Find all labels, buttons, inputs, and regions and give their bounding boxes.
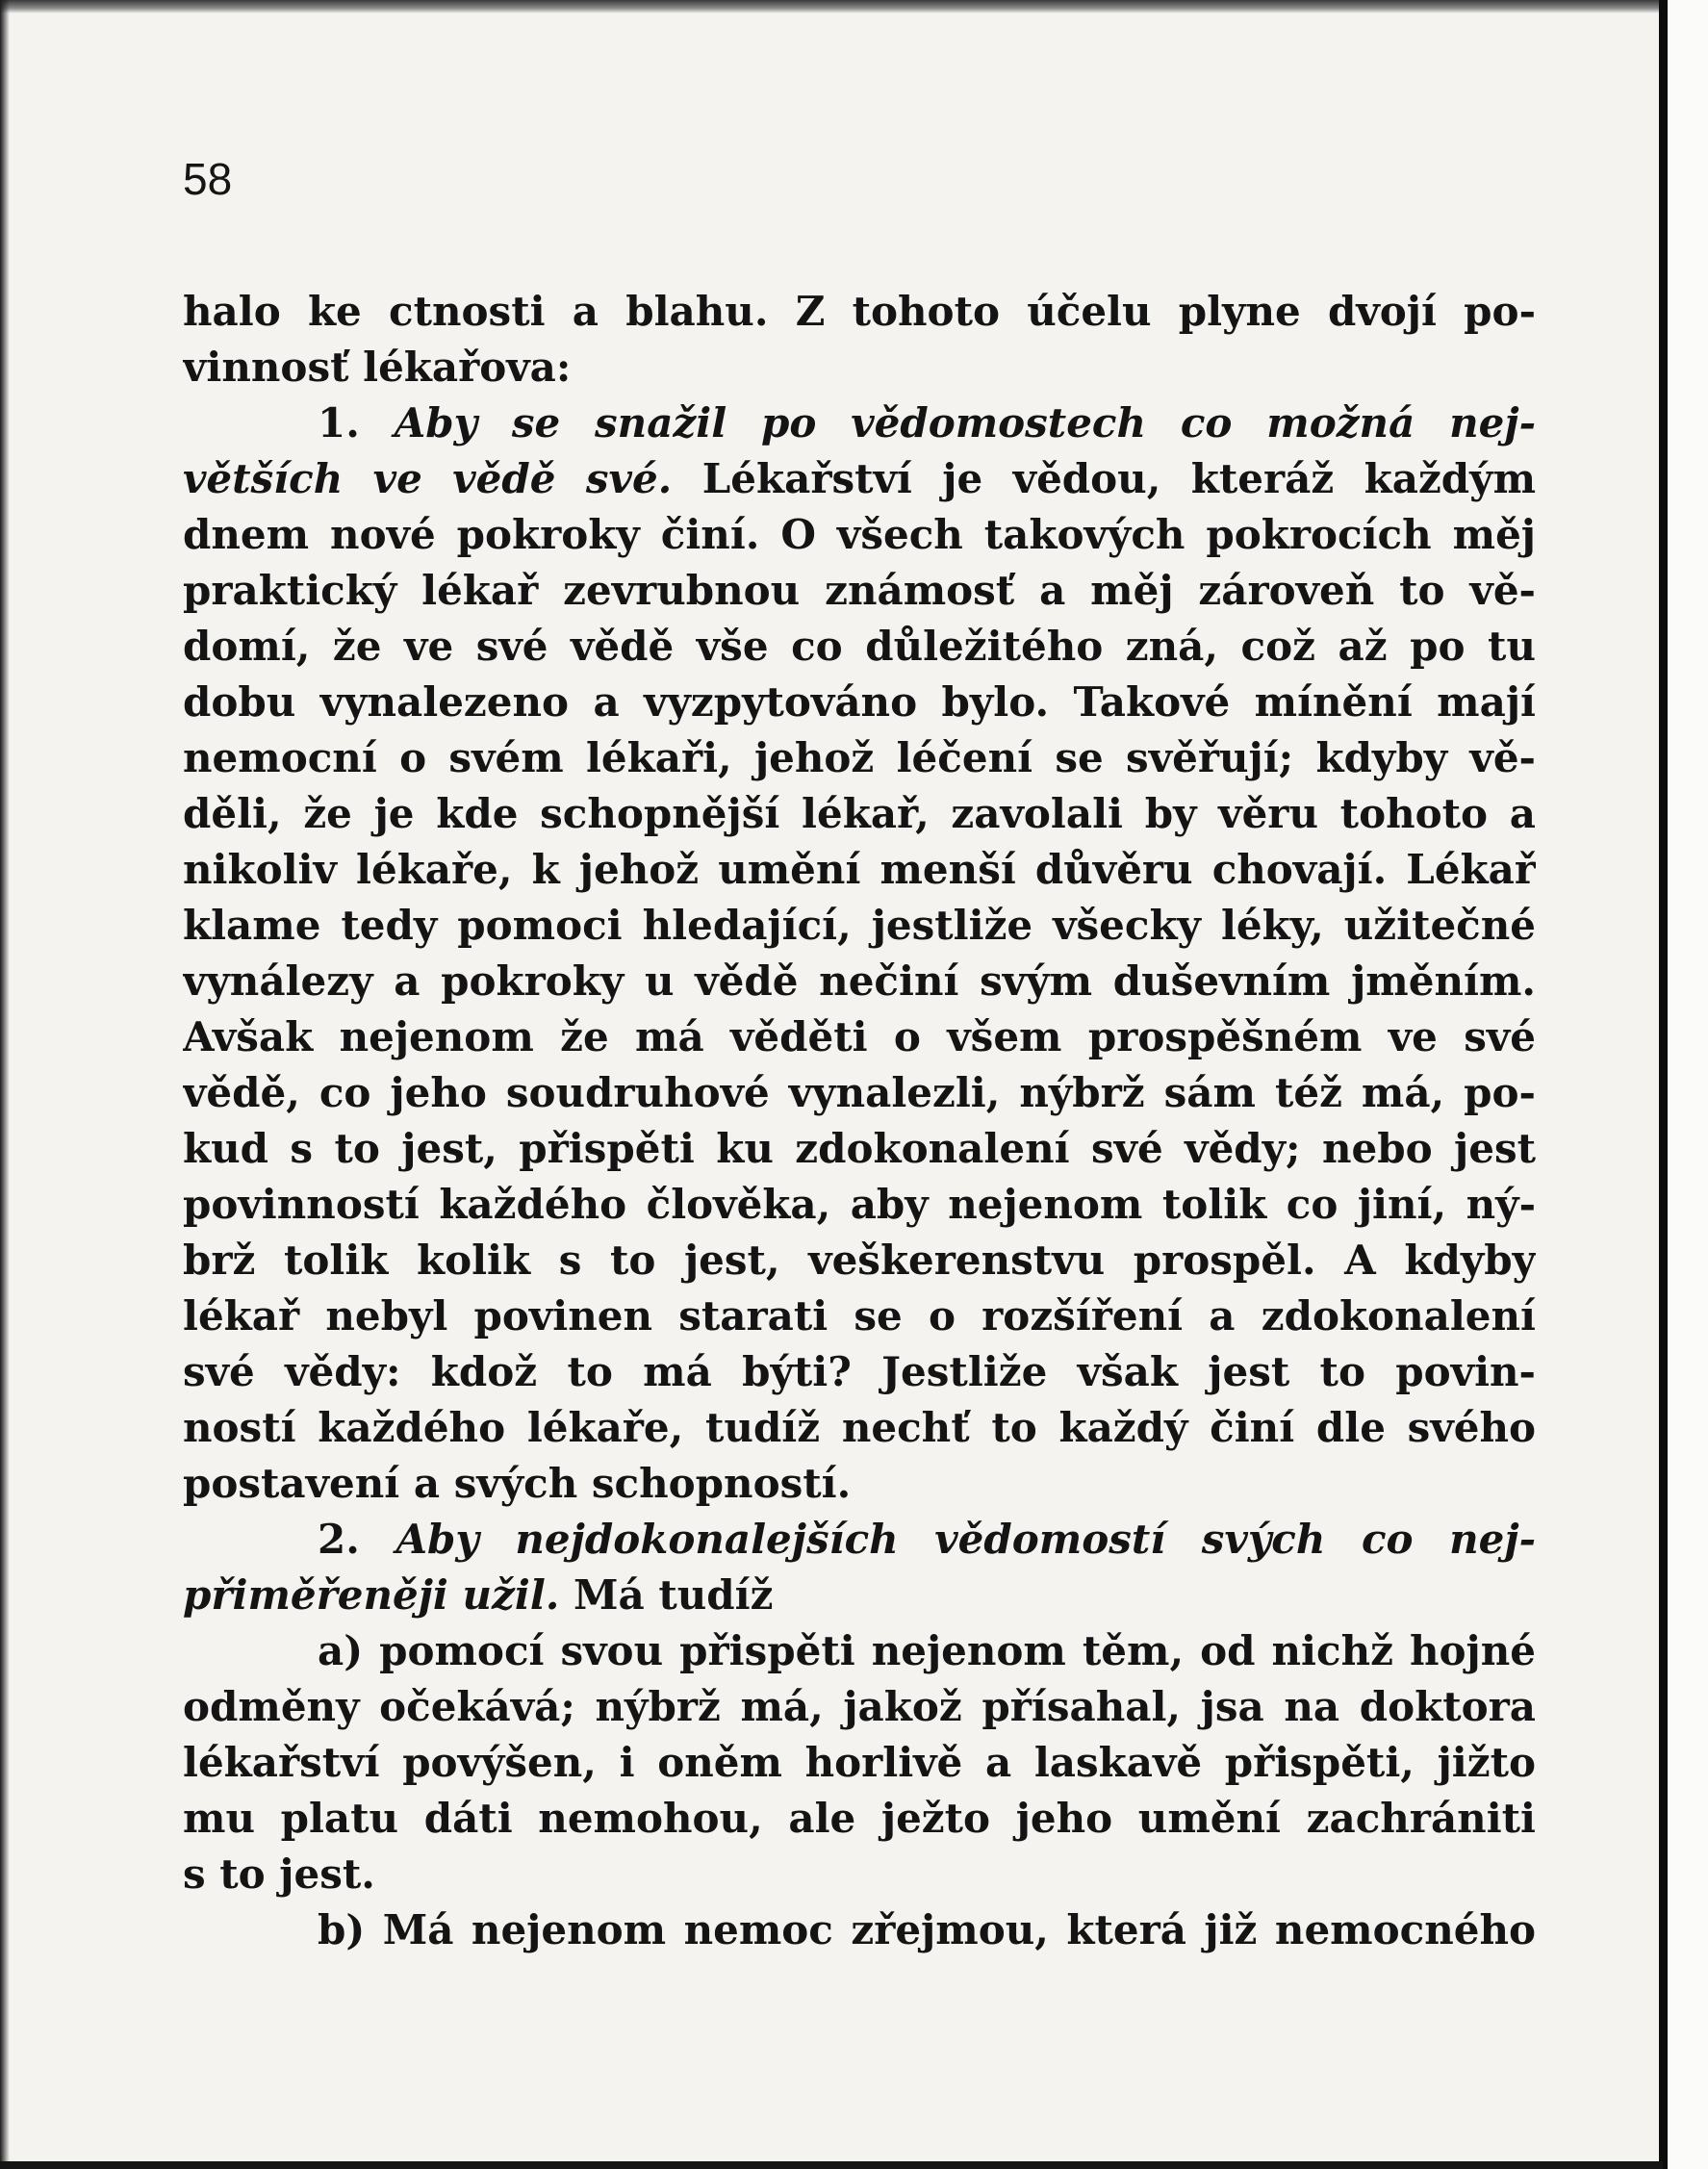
- text-line: vynálezy a pokroky u vědě nečiní svým duševním jměním.: [183, 957, 1536, 1005]
- emphasis-text: přiměřeněji užil.: [183, 1571, 560, 1619]
- text-line: vědě, co jeho soudruhové vynalezli, nýbrž sám též má, po-: [183, 1069, 1536, 1116]
- text-line: brž tolik kolik s to jest, veškerenstvu prospěl. A kdyby: [183, 1237, 1536, 1284]
- text-line: odměny očekává; nýbrž má, jakož přísahal, jsa na doktora: [183, 1683, 1536, 1730]
- text-line: přiměřeněji užil. Má tudíž: [183, 1571, 774, 1619]
- sub-item-b: b) Má nejenom nemoc zřejmou, která již nemocného: [318, 1906, 1536, 1953]
- text-line: dnem nové pokroky činí. O všech takových pokrocích měj: [183, 511, 1536, 558]
- scan-right-margin: [1663, 0, 1708, 2169]
- scan-bottom-border: [0, 2161, 1663, 2169]
- text-line: mu platu dáti nemohou, ale ježto jeho umění zachrániti: [183, 1795, 1536, 1842]
- text-line: Avšak nejenom že má věděti o všem prospěšném ve své: [183, 1013, 1536, 1060]
- page-number: 58: [183, 154, 233, 204]
- text-line: klame tedy pomoci hledající, jestliže všecky léky, užitečné: [183, 902, 1536, 949]
- list-item-heading: [183, 396, 1536, 451]
- list-item-heading: [183, 1512, 1536, 1568]
- text-line: své vědy: kdož to má býti? Jestliže však jest to povin-: [183, 1348, 1536, 1395]
- text-line: povinností každého člověka, aby nejenom tolik co jiní, ný-: [183, 1181, 1536, 1228]
- text-line: halo ke ctnosti a blahu. Z tohoto účelu plyne dvojí po-: [183, 288, 1536, 335]
- text-line: děli, že je kde schopnější lékař, zavolali by věru tohoto a: [183, 790, 1536, 837]
- text-line: ností každého lékaře, tudíž nechť to každý činí dle svého: [183, 1404, 1536, 1451]
- scan-top-edge: [0, 0, 1708, 13]
- sub-item-a: a) pomocí svou přispěti nejenom těm, od nichž hojné: [318, 1627, 1536, 1674]
- text-line: domí, že ve své vědě vše co důležitého zná, což až po tu: [183, 623, 1536, 670]
- emphasis-text: větších ve vědě své.: [183, 455, 673, 502]
- text-line: postavení a svých schopností.: [183, 1460, 852, 1507]
- text-line: lékař nebyl povinen starati se o rozšíření a zdokonalení: [183, 1292, 1536, 1340]
- text-line: kud s to jest, přispěti ku zdokonalení své vědy; nebo jest: [183, 1125, 1536, 1172]
- text-line: vinnosť lékařova:: [183, 344, 572, 391]
- text-line: nemocní o svém lékaři, jehož léčení se svěřují; kdyby vě-: [183, 734, 1536, 781]
- scan-left-edge: [0, 0, 10, 2169]
- text-line: lékařství povýšen, i oněm horlivě a laskavě přispěti, jižto: [183, 1739, 1536, 1786]
- text-line: dobu vynalezeno a vyzpytováno bylo. Takové mínění mají: [183, 678, 1536, 726]
- text-line: s to jest.: [183, 1850, 375, 1898]
- body-text: [183, 284, 1536, 1958]
- list-number: 2.: [318, 1516, 360, 1563]
- text-line: praktický lékař zevrubnou známosť a měj zároveň to vě-: [183, 567, 1536, 614]
- text-line: větších ve vědě své. Lékařství je vědou, kteráž každým: [183, 455, 1536, 502]
- text-line: nikoliv lékaře, k jehož umění menší důvěru chovají. Lékař: [183, 846, 1536, 893]
- emphasis-text: Aby nejdokonalejších vědomostí svých co nej-: [395, 1516, 1536, 1563]
- list-number: 1.: [318, 399, 360, 447]
- scan-right-border: [1659, 0, 1668, 2169]
- emphasis-text: Aby se snažil po vědomostech co možná nej-: [394, 399, 1536, 447]
